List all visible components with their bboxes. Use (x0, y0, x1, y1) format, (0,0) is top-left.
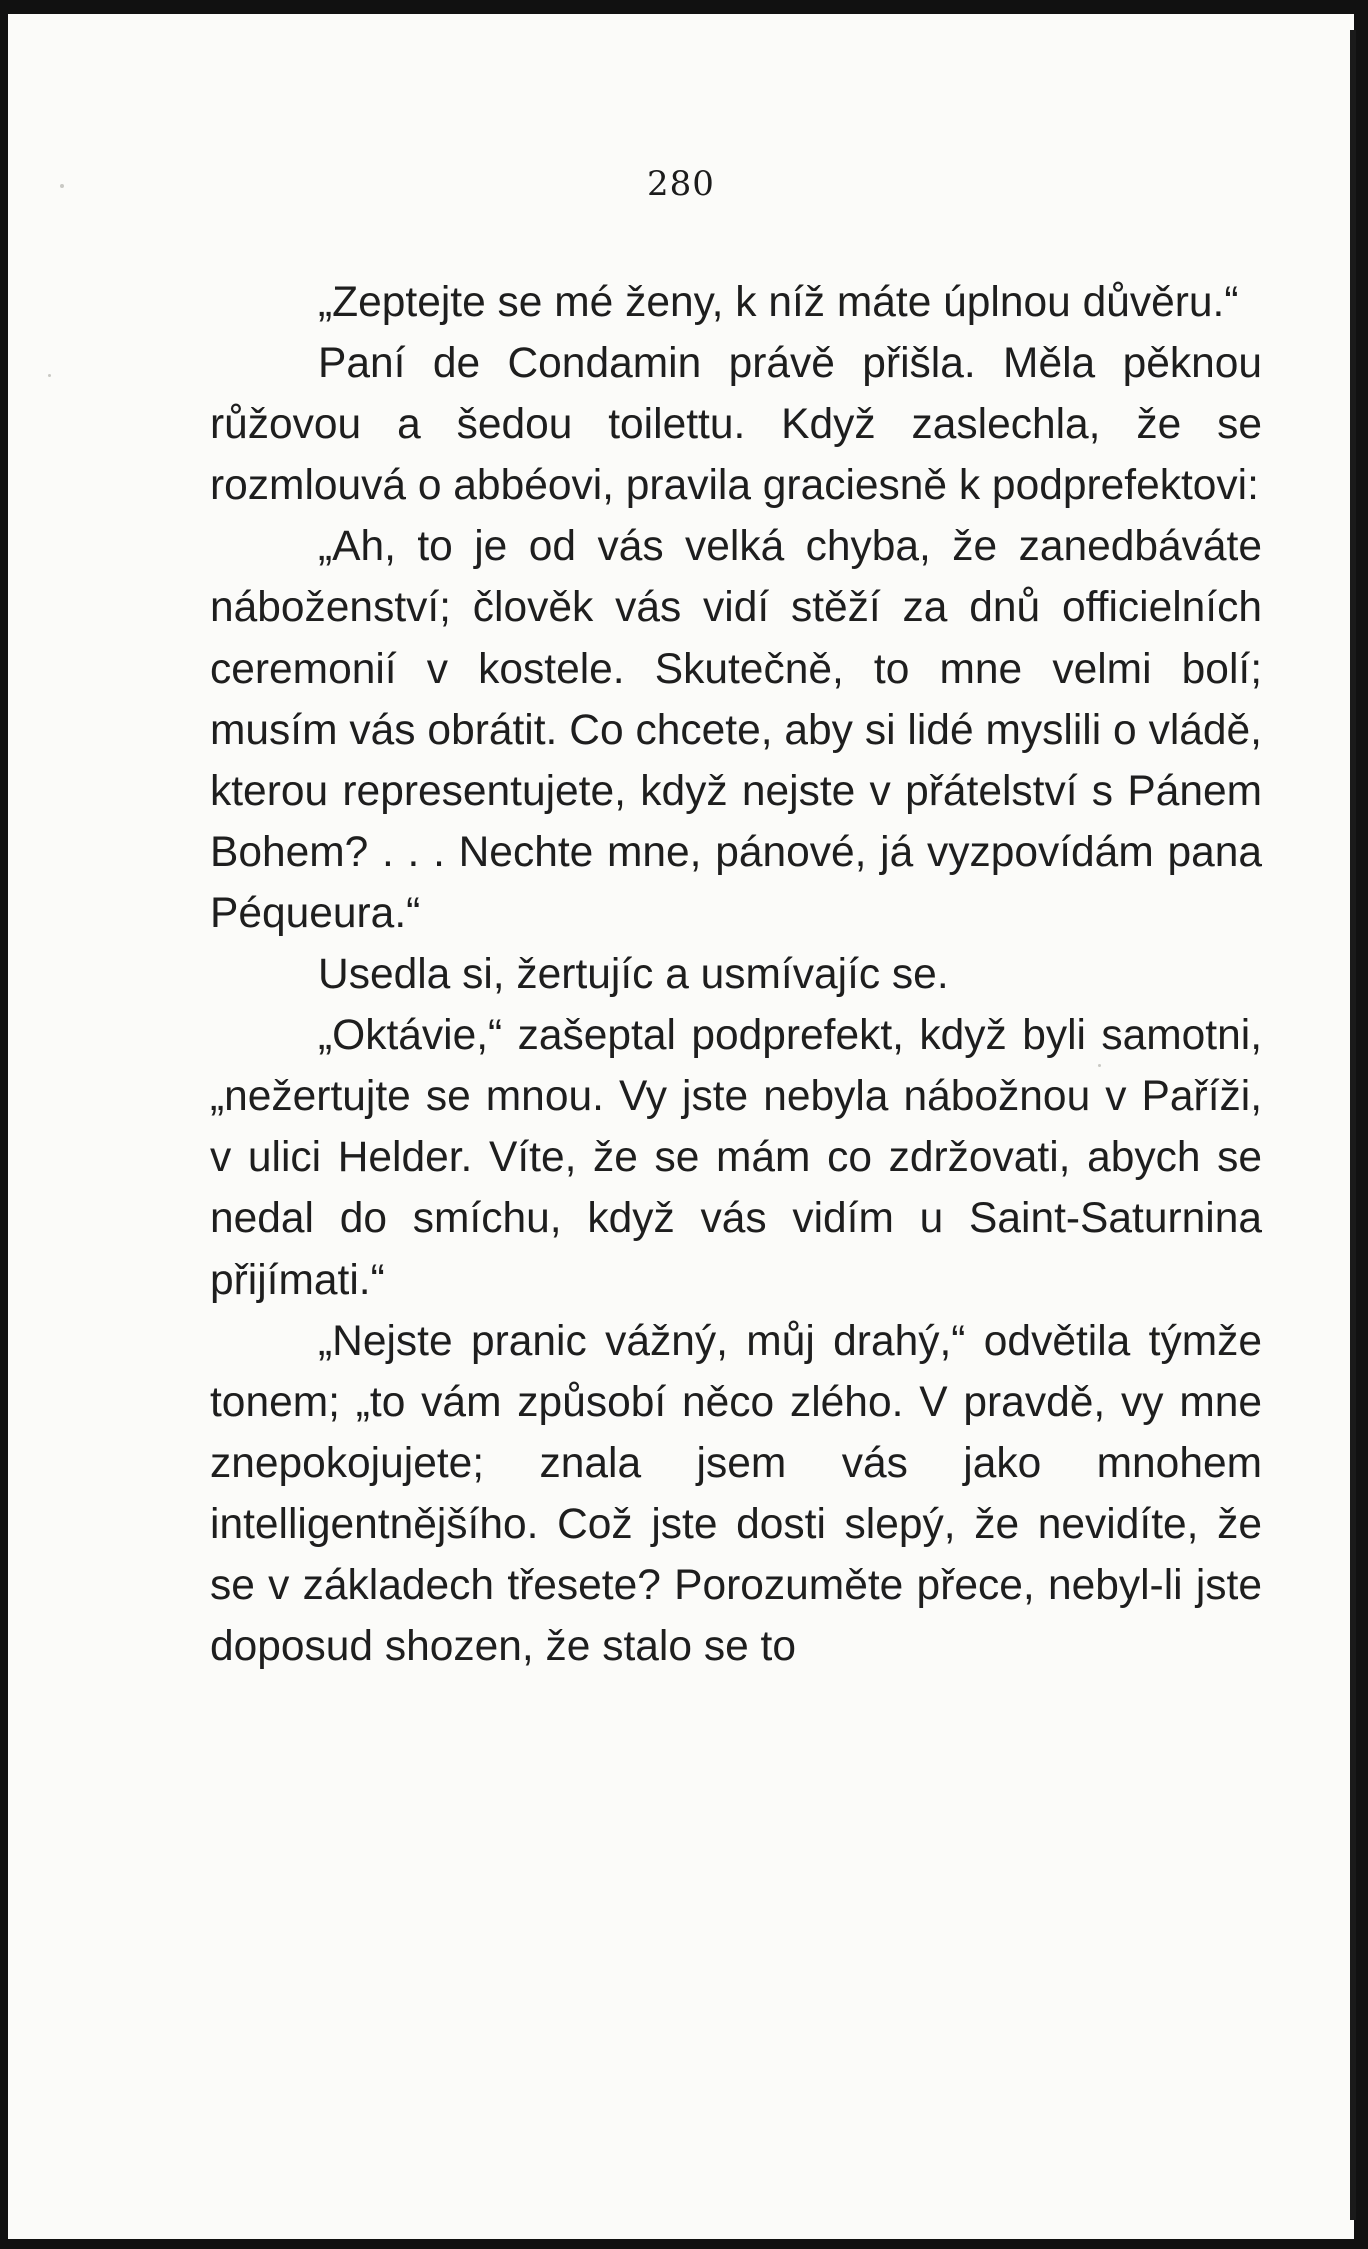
page-edge-shadow (1350, 30, 1356, 2220)
paragraph: Paní de Condamin právě přišla. Měla pěknou růžovou a šedou toilettu. Když zaslechla, že se rozmlouvá o abbéovi, pravila graciesně k podprefektovi: (210, 340, 1262, 510)
body-text (210, 272, 1262, 1677)
page-number: 280 (647, 164, 715, 204)
paragraph: „Nejste pranic vážný, můj drahý,“ odvětila týmže tonem; „to vám způsobí něco zlého. V pravdě, vy mne znepokojujete; znala jsem vás jako mnohem intelligentnějšího. Což jste dosti slepý, že nevidíte, že se v základech třesete? Porozuměte přece, nebyl-li jste doposud shozen, že stalo se to (210, 1317, 1262, 1671)
book-page (8, 14, 1354, 2239)
paragraph: Usedla si, žertujíc a usmívajíc se. (318, 951, 949, 999)
paragraph: „Oktávie,“ zašeptal podprefekt, když byli samotni, „nežertujte se mnou. Vy jste nebyla nábožnou v Paříži, v ulici Helder. Víte, že se mám co zdržovati, abych se nedal do smíchu, když vás vidím u Saint-Saturnina přijímati.“ (210, 1012, 1262, 1304)
paragraph: „Ah, to je od vás velká chyba, že zanedbáváte náboženství; člověk vás vidí stěží za dnů officielních ceremonií v kostele. Skutečně, to mne velmi bolí; musím vás obrátit. Co chcete, aby si lidé myslili o vládě, kterou representujete, když nejste v přátelství s Pánem Bohem? . . . Nechte mne, pánové, já vyzpovídám pana Péqueura.“ (210, 523, 1262, 937)
paper-speck (48, 374, 51, 377)
paragraph: „Zeptejte se mé ženy, k níž máte úplnou důvěru.“ (318, 279, 1239, 326)
